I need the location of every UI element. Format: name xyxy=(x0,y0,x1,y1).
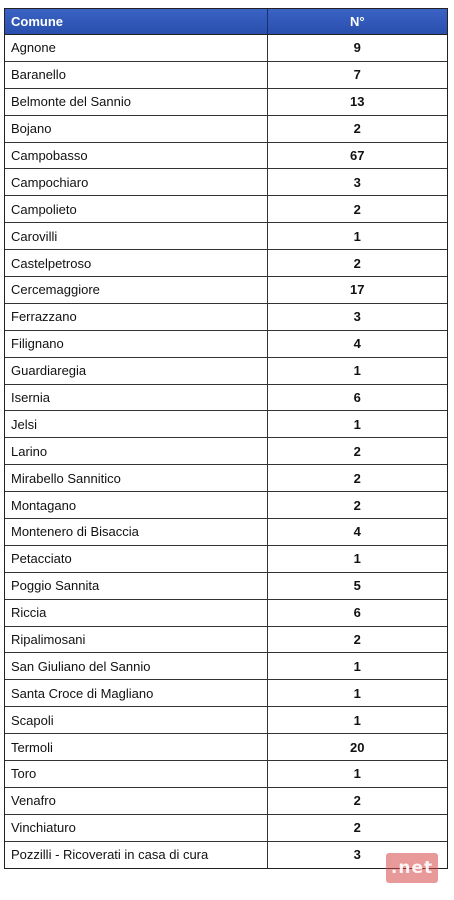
cell-count: 2 xyxy=(267,492,447,519)
cell-count: 20 xyxy=(267,734,447,761)
cell-count: 1 xyxy=(267,680,447,707)
table-row xyxy=(5,142,447,169)
table-header-row xyxy=(5,9,447,35)
cell-comune: Petacciato xyxy=(5,545,267,572)
cell-count: 9 xyxy=(267,35,447,62)
table-row xyxy=(5,438,447,465)
table-row xyxy=(5,223,447,250)
cell-count: 2 xyxy=(267,787,447,814)
table-row xyxy=(5,572,447,599)
table-row xyxy=(5,841,447,868)
cell-comune: Riccia xyxy=(5,599,267,626)
cell-comune: Montagano xyxy=(5,492,267,519)
cases-table-container xyxy=(4,8,448,869)
table-row xyxy=(5,465,447,492)
table-row xyxy=(5,250,447,277)
cell-comune: Cercemaggiore xyxy=(5,277,267,304)
cell-count: 1 xyxy=(267,357,447,384)
table-row xyxy=(5,519,447,546)
cell-comune: Venafro xyxy=(5,787,267,814)
cell-count: 2 xyxy=(267,250,447,277)
cell-comune: Belmonte del Sannio xyxy=(5,88,267,115)
cell-count: 2 xyxy=(267,626,447,653)
table-row xyxy=(5,169,447,196)
cell-count: 2 xyxy=(267,438,447,465)
table-row xyxy=(5,357,447,384)
cell-comune: Vinchiaturo xyxy=(5,814,267,841)
table-row xyxy=(5,35,447,62)
table-row xyxy=(5,787,447,814)
table-row xyxy=(5,626,447,653)
table-row xyxy=(5,761,447,788)
cell-comune: Ferrazzano xyxy=(5,303,267,330)
cases-table xyxy=(5,9,447,868)
cell-count: 3 xyxy=(267,303,447,330)
cell-comune: Termoli xyxy=(5,734,267,761)
cell-count: 1 xyxy=(267,223,447,250)
cell-count: 6 xyxy=(267,599,447,626)
cell-comune: Toro xyxy=(5,761,267,788)
watermark-logo: .net xyxy=(386,853,438,883)
table-row xyxy=(5,492,447,519)
cell-comune: Isernia xyxy=(5,384,267,411)
cell-comune: Castelpetroso xyxy=(5,250,267,277)
cell-count: 1 xyxy=(267,545,447,572)
column-header-comune: Comune xyxy=(5,9,267,35)
cell-count: 1 xyxy=(267,761,447,788)
cell-comune: Campochiaro xyxy=(5,169,267,196)
cell-count: 2 xyxy=(267,465,447,492)
cell-count: 17 xyxy=(267,277,447,304)
cell-count: 4 xyxy=(267,330,447,357)
cell-count: 3 xyxy=(353,847,361,863)
table-row xyxy=(5,653,447,680)
cell-comune: Ripalimosani xyxy=(5,626,267,653)
table-row xyxy=(5,545,447,572)
column-header-n: N° xyxy=(267,9,447,35)
cell-count: 7 xyxy=(267,61,447,88)
cell-comune: Poggio Sannita xyxy=(5,572,267,599)
cell-count: 5 xyxy=(267,572,447,599)
table-row xyxy=(5,88,447,115)
table-row xyxy=(5,330,447,357)
cell-comune: Montenero di Bisaccia xyxy=(5,519,267,546)
cell-count: 2 xyxy=(267,814,447,841)
cell-comune: Filignano xyxy=(5,330,267,357)
cell-comune: Bojano xyxy=(5,115,267,142)
cell-comune: Carovilli xyxy=(5,223,267,250)
cell-comune: Santa Croce di Magliano xyxy=(5,680,267,707)
cell-count: 6 xyxy=(267,384,447,411)
cell-count: 1 xyxy=(267,653,447,680)
cell-count: 2 xyxy=(267,115,447,142)
cell-comune: Campobasso xyxy=(5,142,267,169)
table-row xyxy=(5,599,447,626)
table-row xyxy=(5,707,447,734)
table-row xyxy=(5,303,447,330)
cell-comune: Scapoli xyxy=(5,707,267,734)
table-row xyxy=(5,680,447,707)
cell-count: 1 xyxy=(267,411,447,438)
table-row xyxy=(5,814,447,841)
cell-comune: Mirabello Sannitico xyxy=(5,465,267,492)
table-row xyxy=(5,277,447,304)
cell-comune: Jelsi xyxy=(5,411,267,438)
cell-count: 1 xyxy=(267,707,447,734)
table-row xyxy=(5,734,447,761)
cell-comune: Agnone xyxy=(5,35,267,62)
cell-count: 13 xyxy=(267,88,447,115)
cell-comune: Baranello xyxy=(5,61,267,88)
cell-comune: Campolieto xyxy=(5,196,267,223)
table-row xyxy=(5,196,447,223)
table-row xyxy=(5,384,447,411)
cell-comune: Pozzilli - Ricoverati in casa di cura xyxy=(5,841,267,868)
table-row xyxy=(5,115,447,142)
table-row xyxy=(5,61,447,88)
cell-count: 4 xyxy=(267,519,447,546)
table-body xyxy=(5,35,447,869)
cell-comune: Larino xyxy=(5,438,267,465)
cell-count: 2 xyxy=(267,196,447,223)
cell-count: 3 xyxy=(267,169,447,196)
cell-count: 67 xyxy=(267,142,447,169)
cell-comune: Guardiaregia xyxy=(5,357,267,384)
table-row xyxy=(5,411,447,438)
cell-comune: San Giuliano del Sannio xyxy=(5,653,267,680)
